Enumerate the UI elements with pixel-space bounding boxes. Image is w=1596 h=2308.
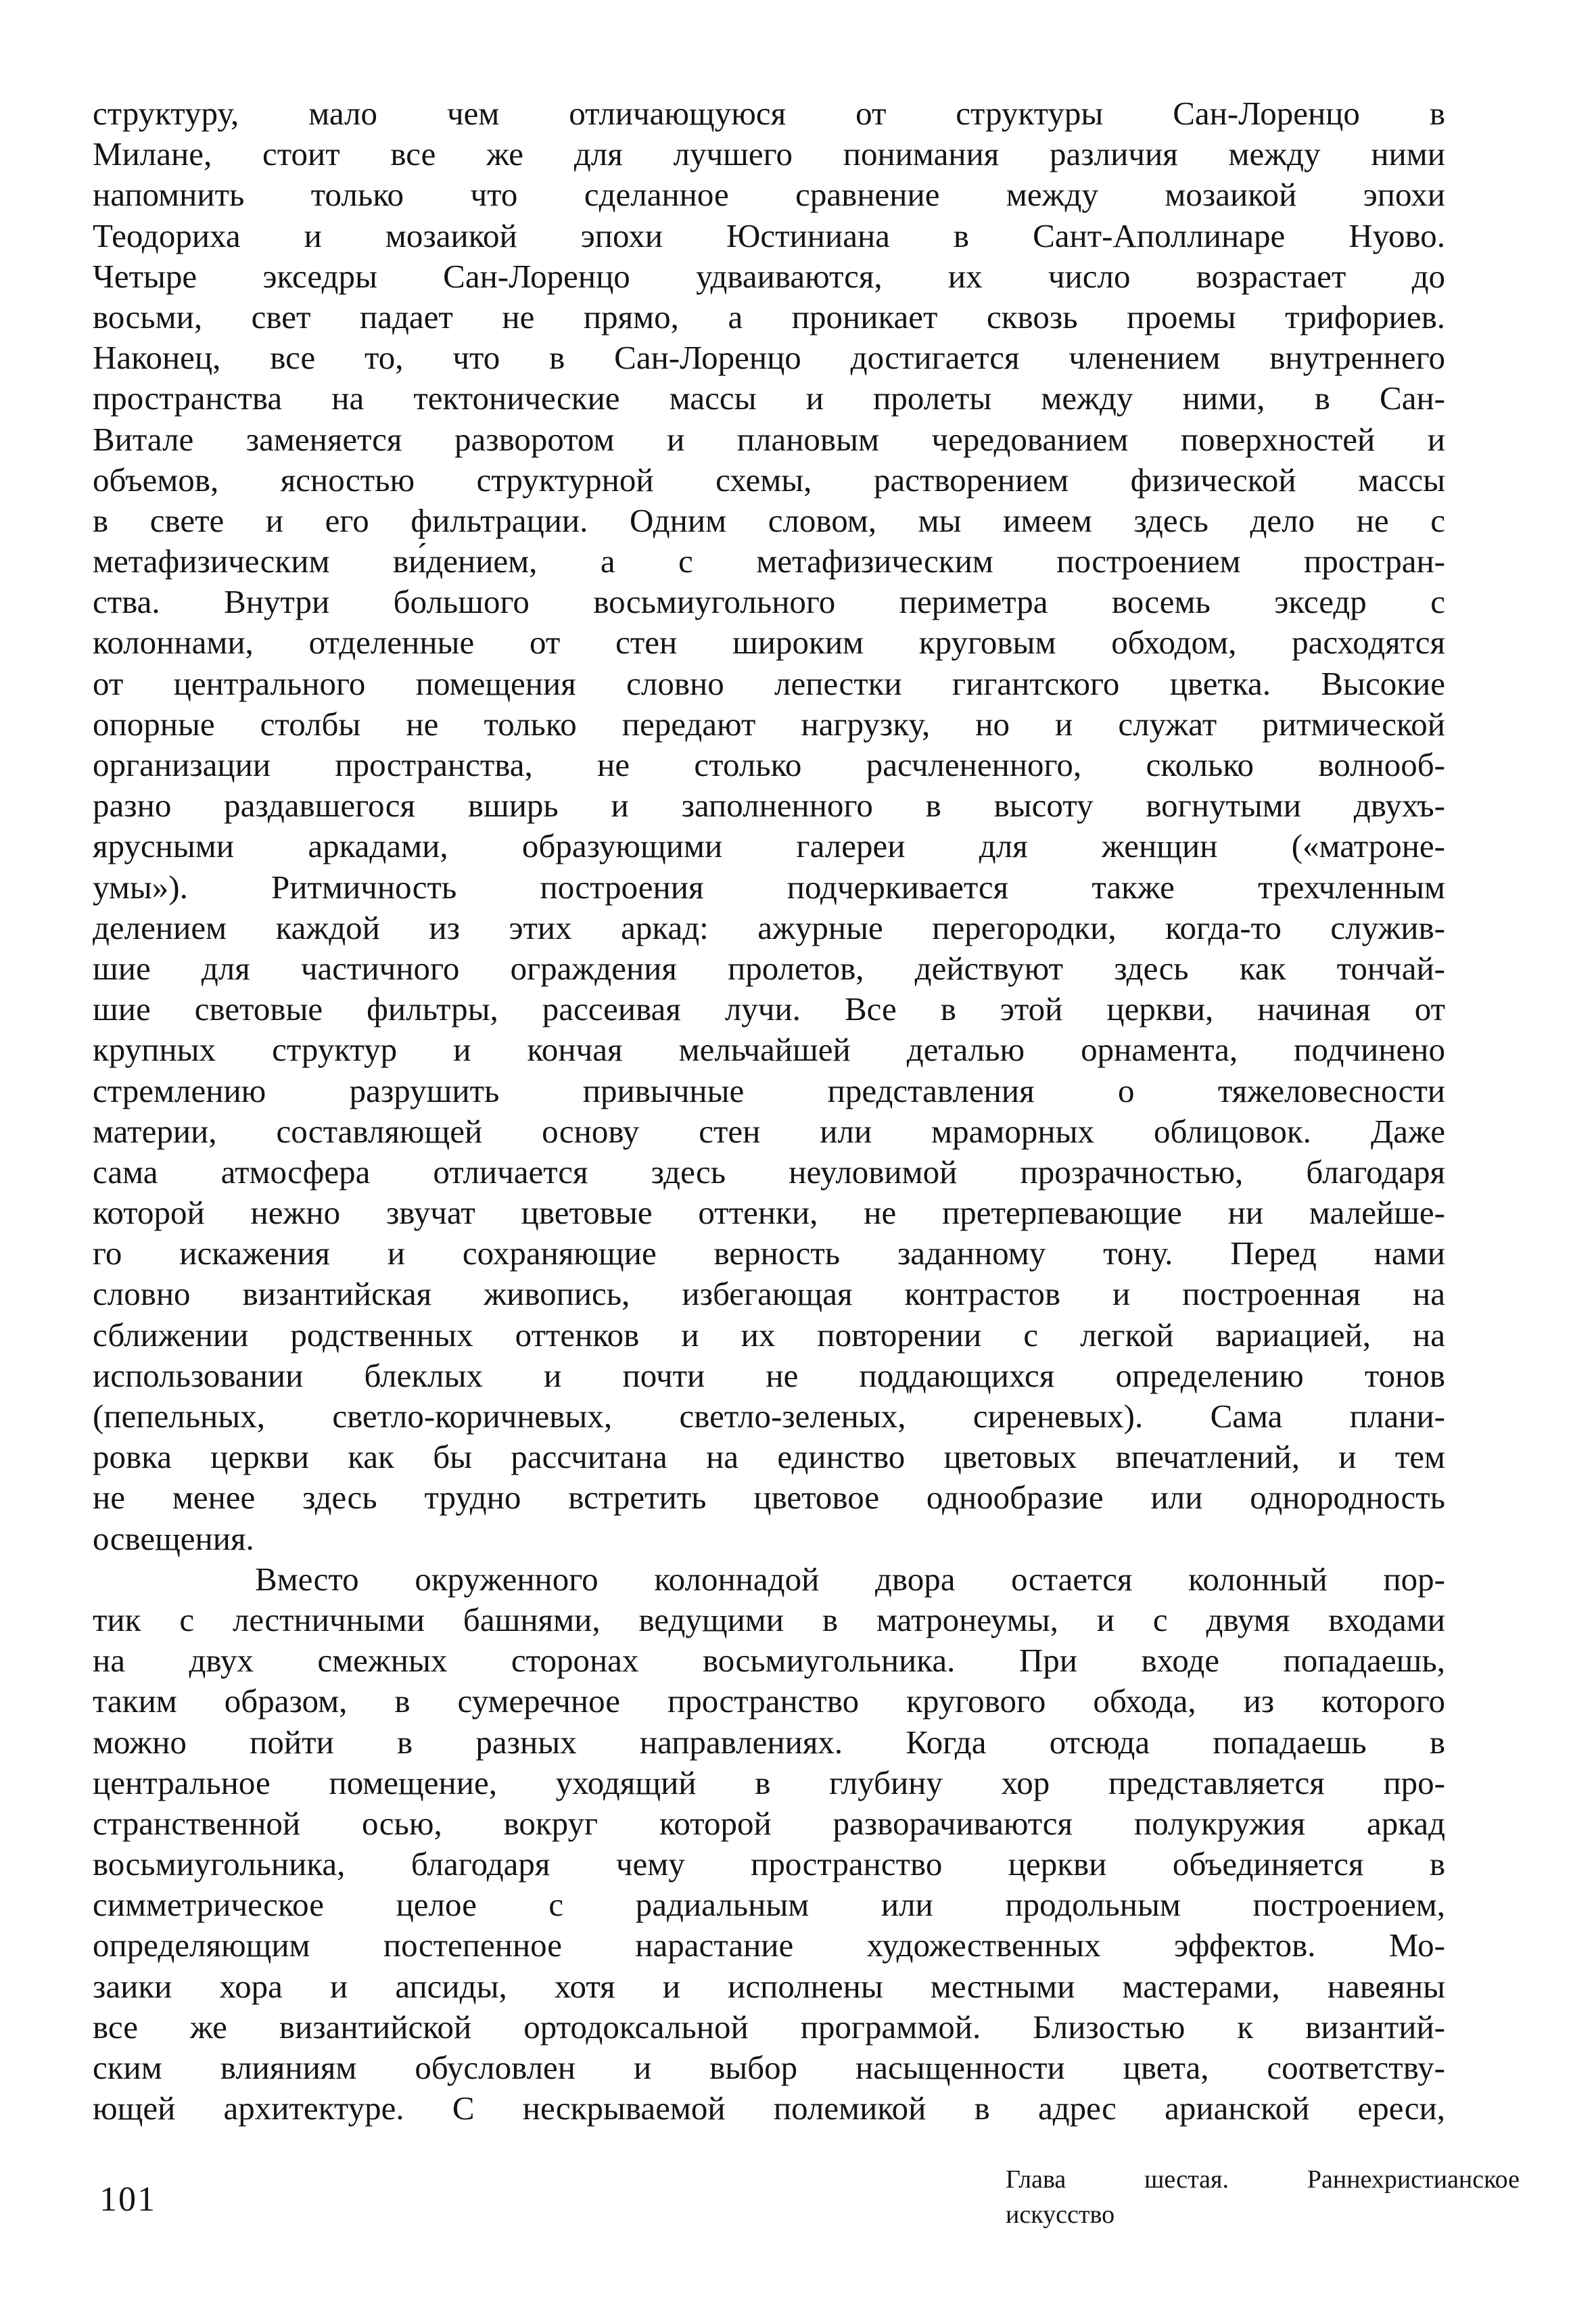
- text-line: объемов, ясностью структурной схемы, растворением физической массы: [93, 461, 1445, 499]
- text-line: ярусными аркадами, образующими галереи для женщин («матроне-: [93, 827, 1445, 865]
- text-line: ским влияниям обусловлен и выбор насыщенности цвета, соответству-: [93, 2049, 1445, 2086]
- text-line: Наконец, все то, что в Сан-Лоренцо достигается членением внутреннего: [93, 339, 1445, 377]
- text-line: восьми, свет падает не прямо, а проникает сквозь проемы трифориев.: [93, 298, 1445, 336]
- text-line: центральное помещение, уходящий в глубину хор представляется про-: [93, 1763, 1445, 1801]
- text-line: Четыре экседры Сан-Лоренцо удваиваются, их число возрастает до: [93, 257, 1445, 295]
- text-line-paragraph-end: освещения.: [93, 1519, 254, 1557]
- running-title-line: искусство: [1006, 2200, 1115, 2229]
- text-line: заики хора и апсиды, хотя и исполнены местными мастерами, навеяны: [93, 1967, 1445, 2005]
- text-line: сама атмосфера отличается здесь неуловимой прозрачностью, благодаря: [93, 1153, 1445, 1191]
- text-line: ющей архитектуре. С нескрываемой полемикой в адрес арианской ереси,: [93, 2090, 1445, 2127]
- text-line: стремлению разрушить привычные представления о тяжеловесности: [93, 1071, 1445, 1109]
- text-line: Витале заменяется разворотом и плановым чередованием поверхностей и: [93, 420, 1445, 458]
- text-line: колоннами, отделенные от стен широким круговым обходом, расходятся: [93, 624, 1445, 662]
- text-line: опорные столбы не только передают нагрузку, но и служат ритмической: [93, 705, 1445, 743]
- text-line: материи, составляющей основу стен или мраморных облицовок. Даже: [93, 1112, 1445, 1150]
- text-line: симметрическое целое с радиальным или продольным построением,: [93, 1886, 1445, 1924]
- text-line: крупных структур и кончая мельчайшей деталью орнамента, подчинено: [93, 1031, 1445, 1069]
- text-line: сближении родственных оттенков и их повторении с легкой вариацией, на: [93, 1316, 1445, 1354]
- text-line: метафизическим ви́дением, а с метафизическим построением простран-: [93, 543, 1445, 580]
- text-line: шие световые фильтры, рассеивая лучи. Все в этой церкви, начиная от: [93, 990, 1445, 1028]
- text-line: шие для частичного ограждения пролетов, действуют здесь как тончай-: [93, 949, 1445, 987]
- text-line: словно византийская живопись, избегающая контрастов и построенная на: [93, 1275, 1445, 1313]
- text-line: разно раздавшегося вширь и заполненного в высоту вогнутыми двухъ-: [93, 787, 1445, 825]
- text-line: от центрального помещения словно лепестки гигантского цветка. Высокие: [93, 664, 1445, 702]
- text-line: которой нежно звучат цветовые оттенки, не претерпевающие ни малейше-: [93, 1194, 1445, 1232]
- text-line-paragraph-start: Вместо окруженного колоннадой двора остается колонный пор-: [255, 1560, 1445, 1598]
- page-number: 101: [99, 2180, 156, 2219]
- text-line: не менее здесь трудно встретить цветовое однообразие или однородность: [93, 1479, 1445, 1517]
- running-footer: [1006, 2162, 1520, 2232]
- text-line: использовании блеклых и почти не поддающихся определению тонов: [93, 1356, 1445, 1394]
- text-line: на двух смежных сторонах восьмиугольника. При входе попадаешь,: [93, 1642, 1445, 1680]
- text-line: структуру, мало чем отличающуюся от структуры Сан-Лоренцо в: [93, 95, 1445, 132]
- text-line: Милане, стоит все же для лучшего понимания различия между ними: [93, 135, 1445, 173]
- text-line: организации пространства, не столько расчлененного, сколько волнооб-: [93, 746, 1445, 783]
- text-line: все же византийской ортодоксальной программой. Близостью к византий-: [93, 2008, 1445, 2046]
- text-line: определяющим постепенное нарастание художественных эффектов. Мо-: [93, 1926, 1445, 1964]
- text-line: пространства на тектонические массы и пролеты между ними, в Сан-: [93, 379, 1445, 417]
- text-line: тик с лестничными башнями, ведущими в матронеумы, и с двумя входами: [93, 1600, 1445, 1638]
- text-line: (пепельных, светло-коричневых, светло-зеленых, сиреневых). Сама плани-: [93, 1398, 1445, 1435]
- text-line: странственной осью, вокруг которой разворачиваются полукружия аркад: [93, 1804, 1445, 1842]
- text-line: ровка церкви как бы рассчитана на единство цветовых впечатлений, и тем: [93, 1438, 1445, 1476]
- text-line: делением каждой из этих аркад: ажурные перегородки, когда-то служив-: [93, 908, 1445, 946]
- running-title-line: Глава шестая. Раннехристианское: [1006, 2165, 1520, 2194]
- text-line: таким образом, в сумеречное пространство кругового обхода, из которого: [93, 1682, 1445, 1720]
- text-line: ства. Внутри большого восьмиугольного периметра восемь экседр с: [93, 583, 1445, 621]
- text-line: го искажения и сохраняющие верность заданному тону. Перед нами: [93, 1234, 1445, 1272]
- text-line: можно пойти в разных направлениях. Когда отсюда попадаешь в: [93, 1723, 1445, 1761]
- text-line: умы»). Ритмичность построения подчеркивается также трехчленным: [93, 868, 1445, 906]
- text-line: напомнить только что сделанное сравнение между мозаикой эпохи: [93, 176, 1445, 214]
- text-line: в свете и его фильтрации. Одним словом, мы имеем здесь дело не с: [93, 501, 1445, 539]
- text-line: восьмиугольника, благодаря чему пространство церкви объединяется в: [93, 1845, 1445, 1883]
- text-line: Теодориха и мозаикой эпохи Юстиниана в Сант-Аполлинаре Нуово.: [93, 216, 1445, 254]
- body-text: [93, 93, 1445, 2129]
